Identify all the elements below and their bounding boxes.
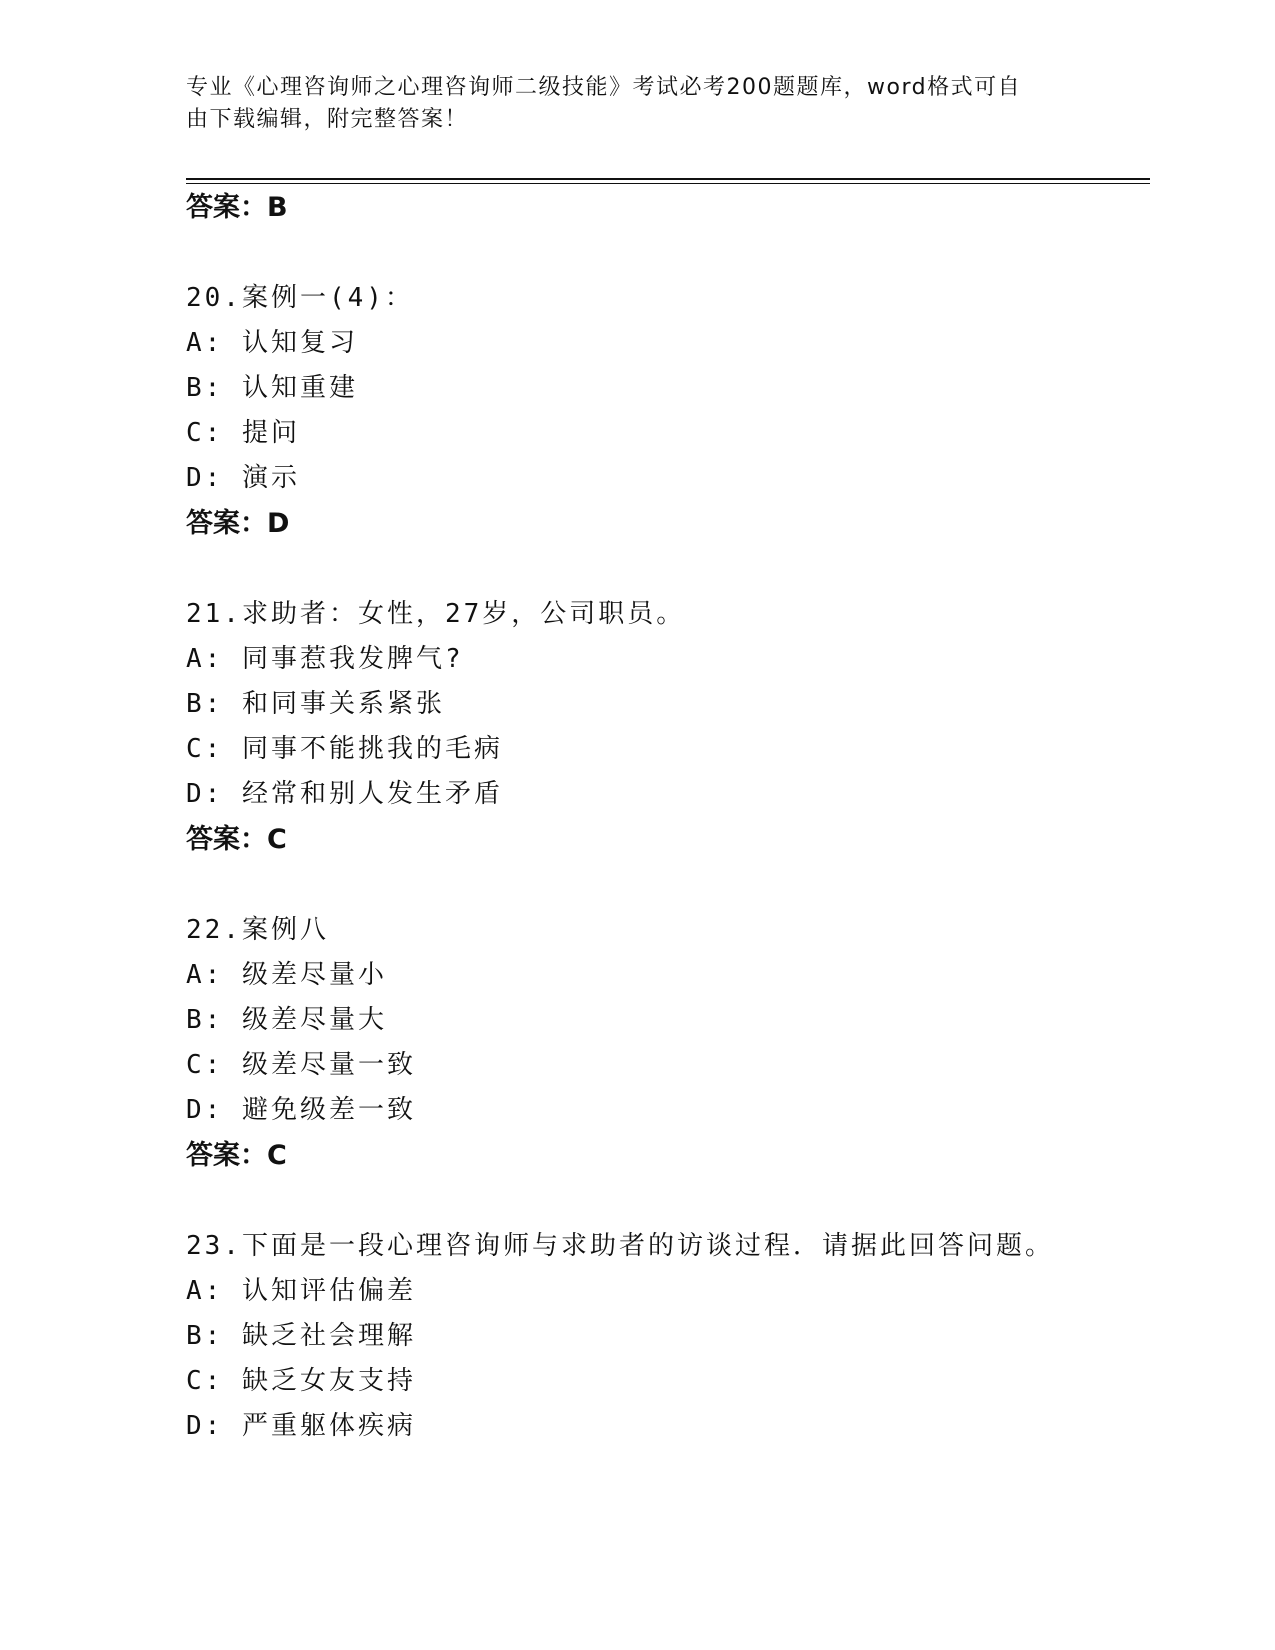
option-a: A: 认知复习	[186, 328, 358, 358]
answer-line: 答案：C	[186, 1140, 287, 1171]
question-stem: 21.求助者：女性，27岁，公司职员。	[186, 599, 686, 629]
question-stem: 23.下面是一段心理咨询师与求助者的访谈过程．请据此回答问题。	[186, 1231, 1054, 1261]
header-line-2: 由下载编辑，附完整答案！	[186, 107, 469, 132]
option-d: D: 避免级差一致	[186, 1095, 416, 1125]
header-divider	[186, 178, 1150, 180]
option-d: D: 严重躯体疾病	[186, 1411, 416, 1441]
answer-line: 答案：B	[186, 192, 288, 223]
option-b: B: 和同事关系紧张	[186, 689, 445, 719]
answer-line: 答案：C	[186, 824, 287, 855]
option-a: A: 同事惹我发脾气?	[186, 644, 464, 674]
option-b: B: 认知重建	[186, 373, 358, 403]
option-d: D: 演示	[186, 463, 300, 493]
document-header	[186, 72, 1066, 136]
question-stem: 22.案例八	[186, 915, 329, 945]
option-a: A: 级差尽量小	[186, 960, 387, 990]
option-d: D: 经常和别人发生矛盾	[186, 779, 503, 809]
option-b: B: 缺乏社会理解	[186, 1321, 416, 1351]
option-c: C: 缺乏女友支持	[186, 1366, 416, 1396]
option-c: C: 同事不能挑我的毛病	[186, 734, 503, 764]
answer-line: 答案：D	[186, 508, 290, 539]
header-line-1: 专业《心理咨询师之心理咨询师二级技能》考试必考200题题库，word格式可自	[186, 75, 1022, 100]
question-stem: 20.案例一(4)：	[186, 283, 414, 313]
header-divider-thin	[186, 183, 1150, 184]
option-c: C: 提问	[186, 418, 300, 448]
option-c: C: 级差尽量一致	[186, 1050, 416, 1080]
option-a: A: 认知评估偏差	[186, 1276, 416, 1306]
option-b: B: 级差尽量大	[186, 1005, 387, 1035]
